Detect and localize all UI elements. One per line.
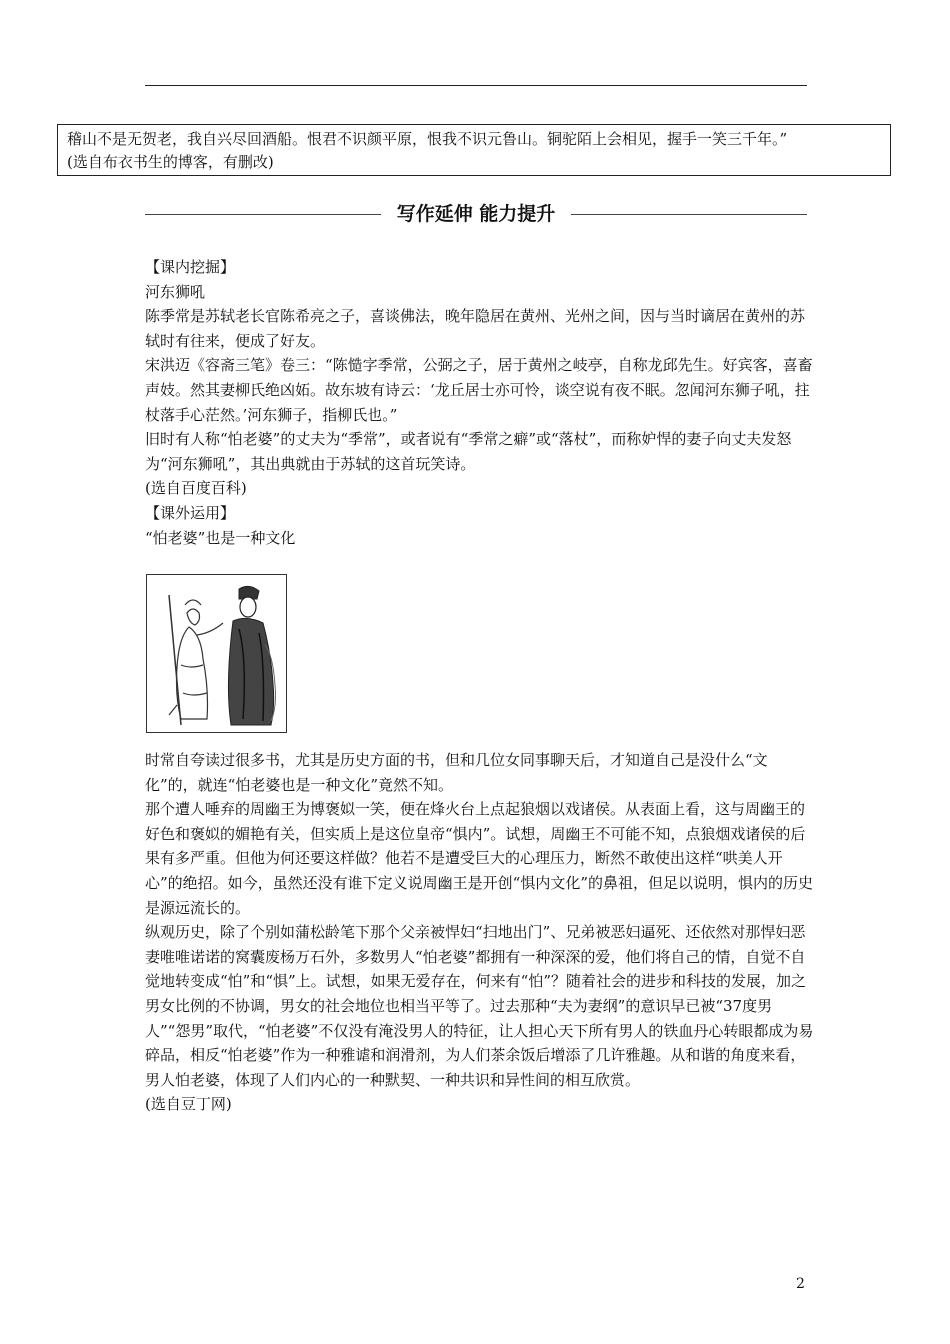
- heading-rule-right: [571, 214, 807, 215]
- quote-source: (选自布衣书生的博客，有删改): [67, 153, 274, 171]
- inner-paragraph-2: 宋洪迈《容斋三笔》卷三：“陈慥字季常，公弼之子，居于黄州之岐亭，自称龙邱先生。好宾客，喜畜声妓。然其妻柳氏绝凶妬。故东坡有诗云：‘龙丘居士亦可怜，谈空说有夜不眠。忽闻河东狮子吼，拄杖落手心茫然。’河东狮子，指柳氏也。”: [145, 356, 813, 424]
- inner-paragraph-3: 旧时有人称“怕老婆”的丈夫为“季常”，或者说有“季常之癖”或“落杖”，而称妒悍的妻子向丈夫发怒为“河东狮吼”，其出典就由于苏轼的这首玩笑诗。: [145, 430, 792, 473]
- section-title: 写作延伸 能力提升: [396, 203, 556, 225]
- quote-line: 稽山不是无贺老，我自兴尽回酒船。恨君不识颜平原，恨我不识元鲁山。铜驼陌上会相见，握手一笑三千年。”: [67, 130, 788, 148]
- heading-rule-left: [145, 214, 381, 215]
- ink-illustration-image: [146, 574, 287, 733]
- section-heading: [145, 199, 807, 229]
- inner-tag: 【课内挖掘】: [145, 258, 236, 276]
- quote-box: [57, 124, 891, 176]
- inner-heading: 河东狮吼: [145, 282, 206, 301]
- man-figure: [228, 586, 275, 725]
- inner-source: (选自百度百科): [145, 479, 247, 498]
- outer-section: [145, 748, 815, 1117]
- inner-section: [145, 255, 815, 550]
- outer-tag: 【课外运用】: [145, 503, 236, 522]
- outer-paragraph-3: 纵观历史，除了个别如蒲松龄笔下那个父亲被悍妇“扫地出门”、兄弟被恶妇逼死、还依然对那悍妇恶妻唯唯诺诺的窝囊废杨万石外，多数男人“怕老婆”都拥有一种深深的爱，他们将自己的情，自觉不自觉地转变成“怕”和“惧”上。试想，如果无爱存在，何来有“怕”？随着社会的进步和科技的发展，加之男女比例的不协调，男女的社会地位也相当平等了。过去那种“夫为妻纲”的意识早已被“37度男人”“怨男”取代，“怕老婆”不仅没有淹没男人的特征，让人担心天下所有男人的铁血丹心转眼都成为易碎品，相反“怕老婆”作为一种雅谑和润滑剂，为人们茶余饭后增添了几许雅趣。从和谐的角度来看，男人怕老婆，体现了人们内心的一种默契、一种共识和异性间的相互欣赏。: [145, 923, 814, 1089]
- page-number: 2: [796, 1276, 805, 1292]
- outer-heading: “怕老婆”也是一种文化: [145, 528, 296, 547]
- woman-figure: [169, 595, 223, 725]
- outer-paragraph-1: 时常自夸读过很多书，尤其是历史方面的书，但和几位女同事聊天后，才知道自己是没什么“文化”的，就连“怕老婆也是一种文化”竟然不知。: [145, 751, 768, 794]
- inner-paragraph-1: 陈季常是苏轼老长官陈希亮之子，喜谈佛法，晚年隐居在黄州、光州之间，因与当时谪居在黄州的苏轼时有往来，便成了好友。: [145, 307, 806, 350]
- header-rule: [145, 85, 807, 86]
- outer-source: (选自豆丁网): [145, 1095, 232, 1114]
- outer-paragraph-2: 那个遭人唾弃的周幽王为博褒姒一笑，便在烽火台上点起狼烟以戏诸侯。从表面上看，这与周幽王的好色和褒姒的媚艳有关，但实质上是这位皇帝“惧内”。试想，周幽王不可能不知，点狼烟戏诸侯的后果有多严重。但他为何还要这样做？他若不是遭受巨大的心理压力，断然不敢使出这样“哄美人开心”的绝招。如今，虽然还没有谁下定义说周幽王是开创“惧内文化”的鼻祖，但足以说明，惧内的历史是源远流长的。: [145, 800, 814, 917]
